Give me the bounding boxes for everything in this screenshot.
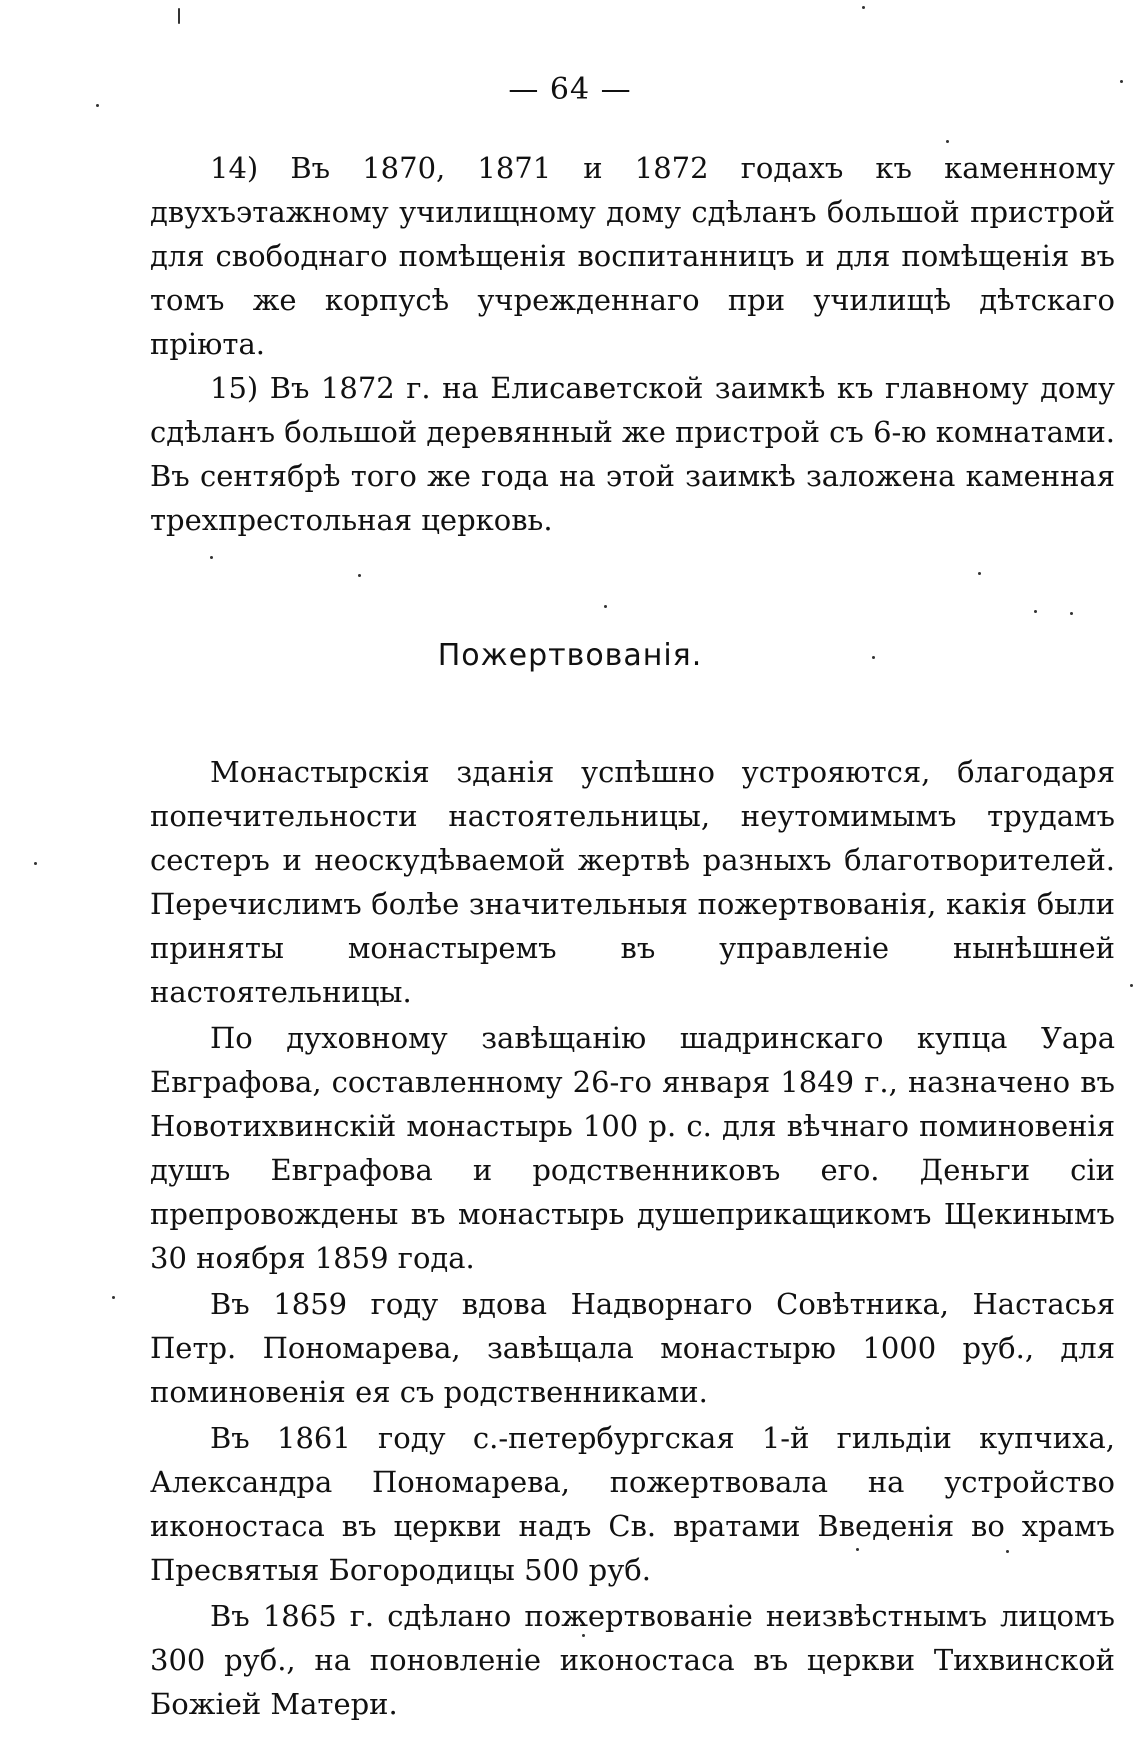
page-number: — 64 — bbox=[508, 72, 632, 107]
scan-speck bbox=[1006, 1550, 1009, 1553]
paragraph-15: 15) Въ 1872 г. на Елисаветской заимкѣ къ главному дому сдѣланъ большой деревянный же пристрой съ 6-ю комнатами. Въ сентябрѣ того же года на этой заимкѣ заложена каменная трехпрестольная церковь. bbox=[150, 371, 1116, 537]
paragraph-1865: Въ 1865 г. сдѣлано пожертвованіе неизвѣстнымъ лицомъ 300 руб., на поновленіе иконостаса въ церкви Тихвинской Божіей Матери. bbox=[150, 1599, 1115, 1721]
paragraph-1859: Въ 1859 году вдова Надворнаго Совѣтника, Настасья Петр. Пономарева, завѣщала монастырю 1000 руб., для поминовенія ея съ родственниками. bbox=[150, 1287, 1115, 1409]
paragraph-1861: Въ 1861 году с.-петербургская 1-й гильдіи купчиха, Александра Пономарева, пожертвовала на устройство иконостаса въ церкви надъ Св. вратами Введенія во храмъ Пресвятыя Богородицы 500 руб. bbox=[150, 1421, 1115, 1587]
scan-speck bbox=[1120, 80, 1123, 83]
scan-speck bbox=[34, 862, 37, 865]
scan-speck bbox=[96, 104, 99, 107]
scan-speck bbox=[604, 605, 607, 608]
paragraph-evgrafov: По духовному завѣщанію шадринскаго купца Уара Евграфова, составленному 26-го января 1849 г., назначено въ Новотихвинскій монастырь 100 р. с. для вѣчнаго поминовенія душъ Евграфова и родственниковъ его. Деньги сіи препровождены въ монастырь душеприкащикомъ Щекинымъ 30 ноября 1859 года. bbox=[150, 1021, 1115, 1275]
donations-text-block bbox=[150, 750, 1115, 1726]
scan-speck bbox=[978, 572, 981, 575]
scan-speck bbox=[210, 556, 213, 559]
scan-speck bbox=[178, 8, 180, 24]
scan-speck bbox=[1034, 610, 1037, 613]
scan-speck bbox=[358, 574, 361, 577]
scan-speck bbox=[856, 1548, 859, 1551]
paragraph-intro: Монастырскія зданія успѣшно устрояются, благодаря попечительности настоятельницы, неутомимымъ трудамъ сестеръ и неоскудѣваемой жертвѣ разныхъ благотворителей. Перечислимъ болѣе значительныя пожертвованія, какія были приняты монастыремъ въ управленіе нынѣшней настоятельницы. bbox=[150, 755, 1115, 1009]
scan-speck bbox=[582, 1634, 585, 1637]
scan-speck bbox=[112, 1296, 115, 1299]
section-heading-donations: Пожертвованія. bbox=[437, 638, 703, 673]
top-text-block bbox=[150, 146, 1115, 542]
scan-speck bbox=[872, 656, 875, 659]
paragraph-14: 14) Въ 1870, 1871 и 1872 годахъ къ каменному двухъэтажному училищному дому сдѣланъ большой пристрой для свободнаго помѣщенія воспитанницъ и для помѣщенія въ томъ же корпусѣ учрежденнаго при училищѣ дѣтскаго пріюта. bbox=[150, 151, 1115, 361]
scan-speck bbox=[862, 6, 865, 9]
scan-speck bbox=[946, 140, 949, 143]
scan-speck bbox=[1130, 984, 1133, 987]
scan-speck bbox=[1070, 612, 1073, 615]
